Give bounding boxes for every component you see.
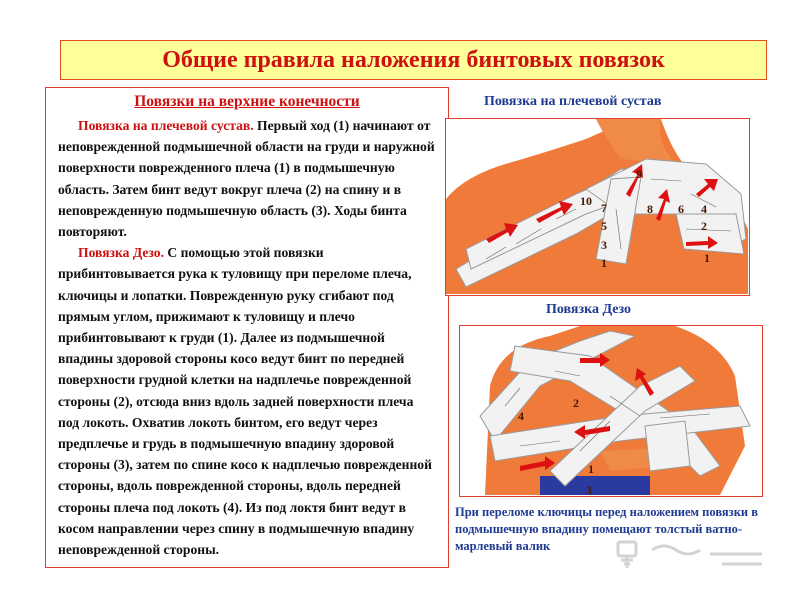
label-5: 5 (601, 219, 607, 233)
clavicle-fracture-note: При переломе ключицы перед наложением повязки в подмышечную впадину помещают толстый ватно-марлевый валик (455, 505, 758, 553)
dezo-bandage-paragraph (58, 242, 436, 560)
upper-limb-text-panel (45, 87, 449, 568)
label-8: 8 (647, 202, 653, 216)
dezo-label-3: 3 (586, 483, 592, 495)
label-9: 9 (636, 167, 642, 181)
dezo-label-1: 1 (588, 462, 594, 476)
dezo-figure-caption: Повязка Дезо (546, 302, 632, 317)
label-6: 6 (678, 202, 684, 216)
label-1-arm: 1 (704, 251, 710, 265)
page-title: Общие правила наложения бинтовых повязок (162, 46, 665, 73)
shoulder-bandage-figure (445, 118, 750, 296)
trousers (540, 476, 650, 495)
shoulder-bandage-label: Повязка на плечевой сустав. (78, 118, 254, 133)
shoulder-illustration (446, 119, 748, 294)
shoulder-bandage-paragraph (58, 115, 436, 242)
watermark-logo-icon (612, 538, 772, 572)
label-10: 10 (580, 194, 592, 208)
label-3: 3 (601, 238, 607, 252)
shoulder-figure-caption: Повязка на плечевой сустав (484, 94, 662, 109)
shoulder-bandage-text: Первый ход (1) начинают от неповрежденной подмышечной области на груди и наружной поверхности поврежденного плеча (1) в подмышечную область. Затем бинт ведут вокруг плеча (2) на спину и в неповрежденную подмышечную область (3). Ходы бинта повторяют. (58, 118, 435, 240)
dezo-bandage-figure (459, 325, 763, 497)
dezo-bandage-text: С помощью этой повязки прибинтовывается рука к туловищу при переломе плеча, ключицы и лопатки. Поврежденную руку сгибают под прямым углом, прижимают к туловищу и плечо прибинтовывают к груди (1). Далее из подмышечной впадины здоровой стороны косо ведут бинт по передней поверхности грудной клетки на надплечье поврежденной стороны (2), отсюда вниз вдоль задней поверхности плеча под локоть. Охватив локоть бинтом, его ведут через предплечье и грудь в подмышечную впадину здоровой стороны (3), затем по спине косо к надплечью поврежденной стороны, вдоль поврежденной стороны, вдоль передней стороны плеча под локоть (4). Из под локтя бинт ведут в косом направлении через спину в подмышечную впадину неповрежденной стороны. (58, 245, 432, 558)
label-4: 4 (701, 202, 707, 216)
label-1-chest: 1 (601, 256, 607, 270)
dezo-label-2: 2 (573, 396, 579, 410)
label-7: 7 (601, 201, 607, 215)
title-banner (60, 40, 767, 80)
dezo-label-4: 4 (518, 409, 524, 423)
dezo-bandage-label: Повязка Дезо. (78, 245, 164, 261)
dezo-illustration (460, 326, 761, 495)
panel-heading: Повязки на верхние конечности (134, 93, 360, 110)
label-2: 2 (701, 219, 707, 233)
